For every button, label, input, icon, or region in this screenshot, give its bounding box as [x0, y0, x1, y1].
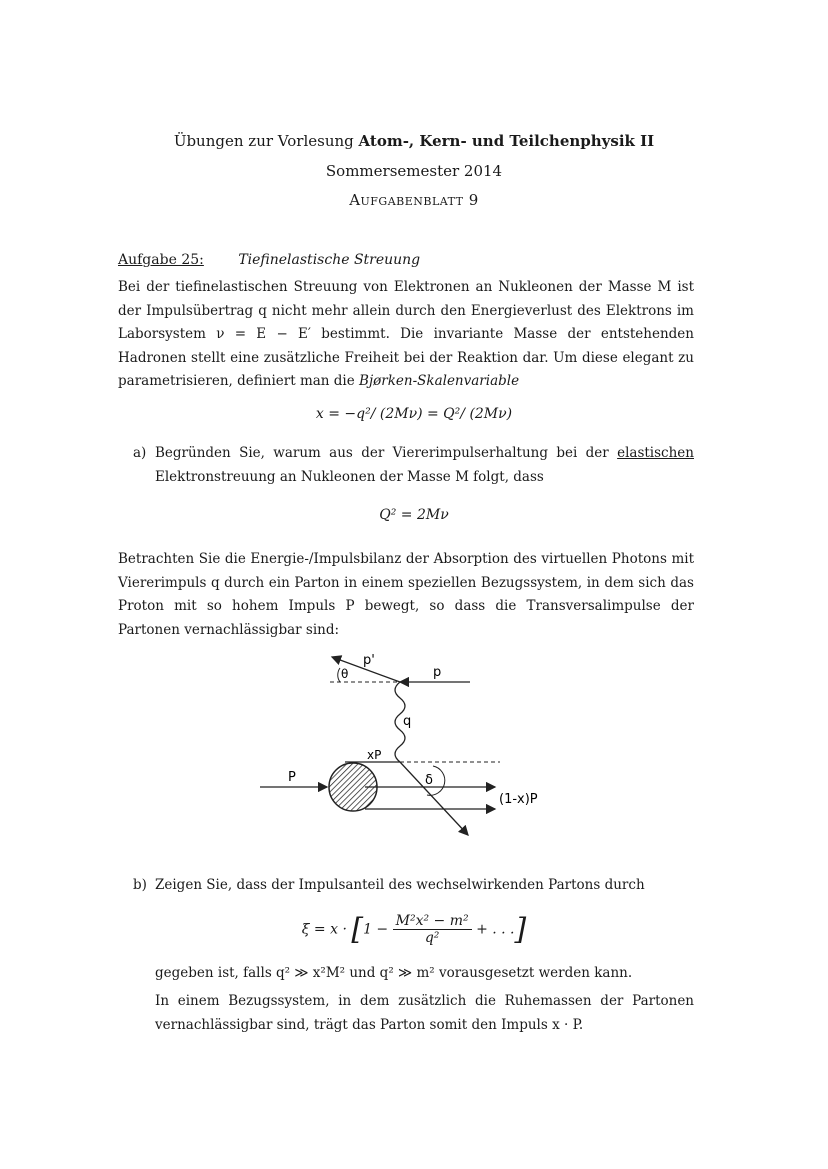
subtask-b: b) Zeigen Sie, dass der Impulsanteil des wechselwirkenden Partons durch [133, 877, 645, 893]
underlined-word: elastischen [617, 445, 694, 461]
theta-arc [338, 668, 340, 682]
label-xP: xP [367, 748, 382, 762]
label-q: q [403, 714, 412, 729]
label-remnant: (1-x)P [499, 792, 538, 807]
label-p-prime: p' [363, 653, 375, 668]
task-title: Tiefinelastische Streuung [238, 252, 421, 268]
task-heading [118, 252, 420, 268]
equation-xi: ξ = x · [1 − $\frac{\text{M²x² − m²}}{\text{q²}}$ + . . .] [301, 912, 527, 947]
feynman-diagram [255, 640, 565, 840]
label-delta: δ [425, 773, 433, 788]
label-P: P [288, 770, 296, 785]
equation-elastic: Q² = 2Mν [379, 507, 449, 523]
bjorken-term: Bjørken-Skalenvariable [359, 373, 520, 389]
condition-text: gegeben ist, falls q² ≫ x²M² und q² ≫ m² vorausgesetzt werden kann. [155, 965, 633, 981]
subtask-a: a) Begründen Sie, warum aus der Viererimpulserhaltung bei der elastischen Elektronstreuung an Nukleonen der Masse M folgt, dass [133, 445, 694, 485]
label-p: p [433, 665, 442, 680]
fraction: $\frac{\text{M²x² − m²}}{\text{q²}}$ [393, 913, 472, 946]
equation-bjorken-x: x = −q²/ (2Mν) = Q²/ (2Mν) [315, 406, 513, 422]
task-number: Aufgabe 25: [118, 252, 204, 268]
middle-paragraph: Betrachten Sie die Energie-/Impulsbilanz der Absorption des virtuellen Photons mit Viererimpuls q durch ein Parton in einem speziellen Bezugssystem, in dem sich das Proton mit so hohem Impuls P bewegt, so dass die Transversalimpulse der Partonen vernachlässigbar sind: [118, 551, 694, 638]
struck-parton-line [400, 762, 468, 835]
intro-paragraph: Bei der tiefinelastischen Streuung von Elektronen an Nukleonen der Masse M ist der Impulsübertrag q nicht mehr allein durch den Energieverlust des Elektrons im Laborsystem ν = E − E′ bestimmt. Die invariante Masse der entstehenden Hadronen stellt eine zusätzliche Freiheit bei der Reaktion dar. Um diese elegant zu parametrisieren, definiert man die Bjørken-Skalenvariable [118, 279, 694, 389]
course-title: Übungen zur Vorlesung Atom-, Kern- und Teilchenphysik II [173, 132, 655, 150]
semester: Sommersemester 2014 [325, 162, 503, 180]
sheet-title: Aufgabenblatt 9 [349, 191, 479, 209]
label-theta: θ [341, 667, 349, 681]
final-paragraph: In einem Bezugssystem, in dem zusätzlich die Ruhemassen der Partonen vernachlässigbar sind, trägt das Parton somit den Impuls x · P. [155, 993, 694, 1033]
